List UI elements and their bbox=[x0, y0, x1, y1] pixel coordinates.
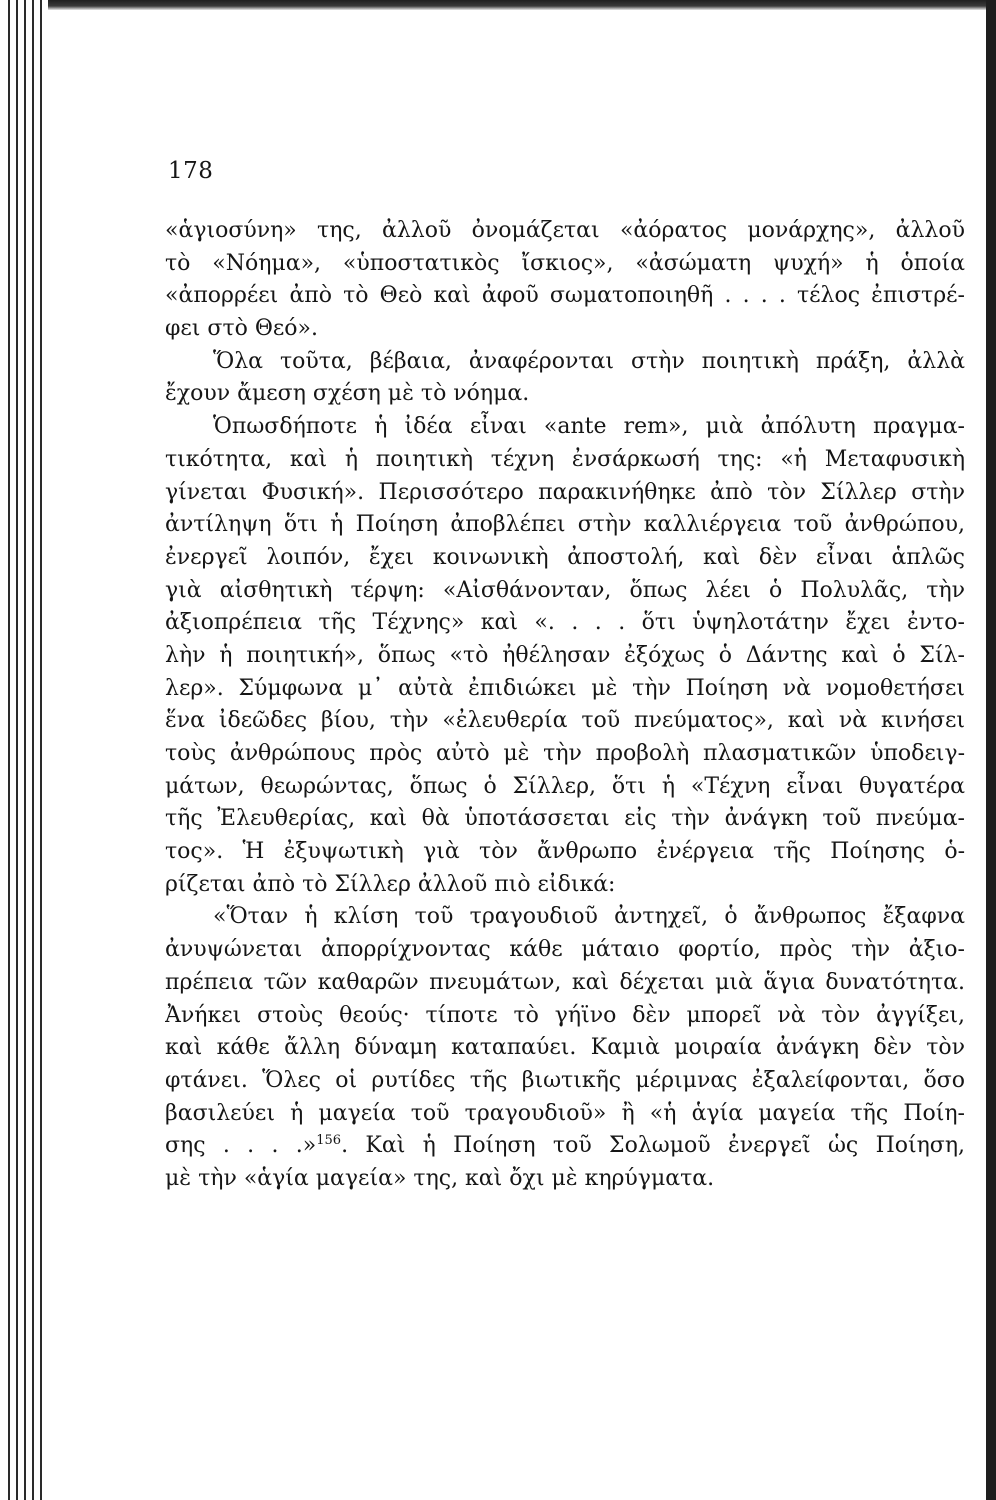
text-line: μάτων, θεωρώντας, ὅπως ὁ Σίλλερ, ὅτι ἡ «Τέχνη εἶναι θυγατέρα bbox=[165, 773, 965, 799]
text-line: ἀντίληψη ὅτι ἡ Ποίηση ἀποβλέπει στὴν καλλιέργεια τοῦ ἀνθρώπου, bbox=[165, 512, 965, 538]
text-line: φτάνει. Ὅλες οἱ ρυτίδες τῆς βιωτικῆς μέριμνας ἐξαλείφονται, ὅσο bbox=[165, 1067, 965, 1093]
text-line: ρίζεται ἀπὸ τὸ Σίλλερ ἀλλοῦ πιὸ εἰδικά: bbox=[165, 871, 616, 897]
text-line: λερ». Σύμφωνα μ᾽ αὐτὰ ἐπιδιώκει μὲ τὴν Ποίηση νὰ νομοθετήσει bbox=[165, 675, 965, 701]
page-number: 178 bbox=[168, 158, 214, 184]
text-line: «ἀπορρέει ἀπὸ τὸ Θεὸ καὶ ἀφοῦ σωματοποιηθῆ . . . . τέλος ἐπιστρέ- bbox=[165, 283, 965, 309]
text-line: φει στὸ Θεό». bbox=[165, 316, 318, 342]
text-line: ἕνα ἰδεῶδες βίου, τὴν «ἐλευθερία τοῦ πνεύματος», καὶ νὰ κινήσει bbox=[165, 708, 965, 734]
text-line: πρέπεια τῶν καθαρῶν πνευμάτων, καὶ δέχεται μιὰ ἅγια δυνατότητα. bbox=[165, 969, 965, 995]
text-line: λὴν ἡ ποιητική», ὅπως «τὸ ἠθέλησαν ἐξόχως ὁ Δάντης καὶ ὁ Σίλ- bbox=[165, 642, 965, 668]
text-line: ἀνυψώνεται ἀπορρίχνοντας κάθε μάταιο φορτίο, πρὸς τὴν ἀξιο- bbox=[165, 937, 965, 963]
book-page bbox=[50, 10, 986, 1500]
text-line: γίνεται Φυσική». Περισσότερο παρακινήθηκε ἀπὸ τὸν Σίλλερ στὴν bbox=[165, 479, 965, 505]
body-text bbox=[165, 215, 965, 1196]
scan-right-edge bbox=[986, 0, 996, 1500]
text-line: Ὅλα τοῦτα, βέβαια, ἀναφέρονται στὴν ποιητικὴ πράξη, ἀλλὰ bbox=[213, 348, 965, 374]
text-line: τος». Ἡ ἐξυψωτικὴ γιὰ τὸν ἄνθρωπο ἐνέργεια τῆς Ποίησης ὁ- bbox=[165, 839, 965, 865]
text-line: ἐνεργεῖ λοιπόν, ἔχει κοινωνικὴ ἀποστολή, καὶ δὲν εἶναι ἁπλῶς bbox=[165, 544, 965, 570]
text-line: μὲ τὴν «ἁγία μαγεία» της, καὶ ὄχι μὲ κηρύγματα. bbox=[165, 1165, 715, 1191]
text-line: ἀξιοπρέπεια τῆς Τέχνης» καὶ «. . . . ὅτι ὑψηλοτάτην ἔχει ἐντο- bbox=[165, 610, 965, 636]
text-line: Ὁπωσδήποτε ἡ ἰδέα εἶναι «ante rem», μιὰ ἀπόλυτη πραγμα- bbox=[213, 414, 965, 440]
text-line: γιὰ αἰσθητικὴ τέρψη: «Αἰσθάνονταν, ὅπως λέει ὁ Πολυλᾶς, τὴν bbox=[165, 577, 965, 603]
footnote-ref: 156 bbox=[316, 1133, 342, 1149]
scan-left-page-edges bbox=[0, 0, 48, 1500]
text-line: τικότητα, καὶ ἡ ποιητικὴ τέχνη ἐνσάρκωσή της: «ἡ Μεταφυσικὴ bbox=[165, 446, 965, 472]
text-line: καὶ κάθε ἄλλη δύναμη καταπαύει. Καμιὰ μοιραία ἀνάγκη δὲν τὸν bbox=[165, 1035, 965, 1061]
text-line: «ἁγιοσύνη» της, ἀλλοῦ ὀνομάζεται «ἀόρατος μονάρχης», ἀλλοῦ bbox=[165, 218, 965, 243]
text-line: τὸ «Νόημα», «ὑποστατικὸς ἴσκιος», «ἀσώματη ψυχή» ἡ ὁποία bbox=[165, 250, 965, 276]
text-line: βασιλεύει ἡ μαγεία τοῦ τραγουδιοῦ» ἢ «ἡ ἁγία μαγεία τῆς Ποίη- bbox=[165, 1100, 965, 1126]
text-line: «Ὅταν ἡ κλίση τοῦ τραγουδιοῦ ἀντηχεῖ, ὁ ἄνθρωπος ἔξαφνα bbox=[213, 904, 965, 930]
text-line: ἔχουν ἄμεση σχέση μὲ τὸ νόημα. bbox=[165, 381, 530, 407]
text-line: τῆς Ἐλευθερίας, καὶ θὰ ὑποτάσσεται εἰς τὴν ἀνάγκη τοῦ πνεύμα- bbox=[165, 806, 965, 832]
text-line: τοὺς ἀνθρώπους πρὸς αὐτὸ μὲ τὴν προβολὴ πλασματικῶν ὑποδειγ- bbox=[165, 741, 965, 766]
text-line: Ἀνήκει στοὺς θεούς· τίποτε τὸ γήϊνο δὲν μπορεῖ νὰ τὸν ἀγγίξει, bbox=[165, 1002, 965, 1028]
text-line: σης . . . .»$^{156}$. Καὶ ἡ Ποίηση τοῦ Σολωμοῦ ἐνεργεῖ ὡς Ποίηση, bbox=[165, 1133, 965, 1159]
scan-top-edge bbox=[0, 0, 996, 10]
